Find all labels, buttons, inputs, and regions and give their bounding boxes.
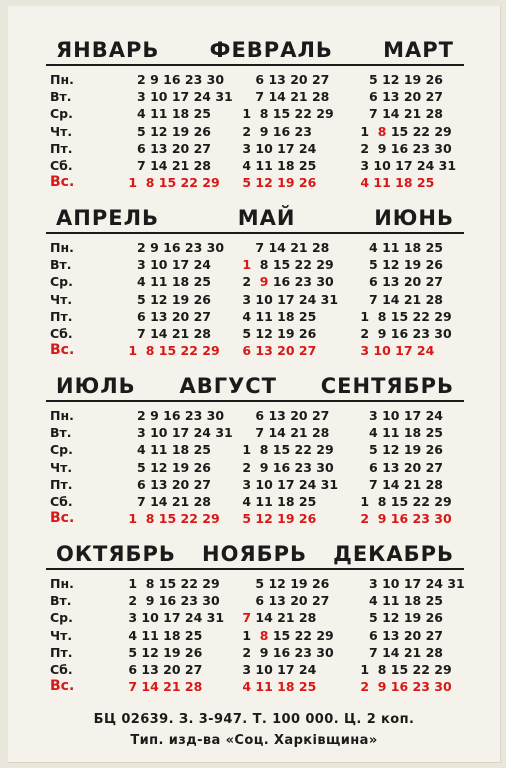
weekday-row: [46, 325, 464, 342]
month-day-numbers: 4 11 18 25: [356, 175, 435, 191]
quarter-months-header: [46, 372, 464, 402]
month-day-numbers: 4 11 18 25: [356, 593, 443, 609]
month-day-numbers: 2 9 16 23: [238, 123, 312, 139]
month-day-numbers: 3 10 17 24: [238, 661, 317, 677]
month-day-numbers: 5 12 19 26: [238, 175, 317, 191]
weekday-row: [46, 476, 464, 493]
month-day-numbers: 3 10 17 24 31: [124, 425, 233, 441]
month-day-numbers: 2 9 16 23 30: [356, 511, 452, 527]
weekday-label: Пт.: [50, 644, 73, 660]
weekday-row: [46, 239, 464, 256]
month-day-numbers: 2 9 16 23 30: [356, 679, 452, 695]
month-day-numbers: 4 11 18 25: [124, 106, 211, 122]
month-day-numbers: 6 13 20 27: [124, 140, 211, 156]
quarter-block: [46, 540, 464, 695]
weekday-row: [46, 407, 464, 424]
month-day-numbers: 4 11 18 25: [356, 425, 443, 441]
sunday-row: [46, 174, 464, 191]
month-day-numbers: 6 13 20 27: [124, 476, 211, 492]
month-title: НОЯБРЬ: [202, 542, 308, 566]
weekday-label: Пн.: [50, 240, 74, 255]
month-day-numbers: 1 8 15 22 29: [238, 627, 334, 643]
weekday-row: [46, 424, 464, 441]
weekday-row: [46, 441, 464, 458]
month-day-numbers: 3 10 17 24 31: [124, 89, 233, 105]
weekday-row: [46, 140, 464, 157]
weekday-row: [46, 644, 464, 661]
weekday-label: Вс.: [50, 174, 75, 191]
weekday-label: Сб.: [50, 157, 73, 173]
month-day-numbers: 2 9 16 23 30: [356, 140, 452, 156]
month-day-numbers: 6 13 20 27: [238, 343, 317, 359]
month-day-numbers: 1 8 15 22 29: [124, 343, 220, 359]
weekday-row: [46, 273, 464, 290]
month-day-numbers: 1 8 15 22 29: [356, 493, 452, 509]
month-day-numbers: 2 9 16 23 30: [124, 240, 225, 255]
weekday-label: Вт.: [50, 425, 72, 441]
month-title: МАРТ: [383, 38, 454, 62]
month-title: ЯНВАРЬ: [56, 38, 160, 62]
month-day-numbers: 3 10 17 24: [124, 257, 211, 273]
month-day-numbers: 1 8 15 22 29: [124, 511, 220, 527]
month-day-numbers: 4 11 18 25: [124, 627, 203, 643]
month-day-numbers: 6 13 20 27: [356, 89, 443, 105]
sunday-row: [46, 510, 464, 527]
month-day-numbers: 5 12 19 26: [124, 459, 211, 475]
weekday-label: Ср.: [50, 442, 73, 458]
month-day-numbers: 6 13 20 27: [356, 627, 443, 643]
month-title: ИЮНЬ: [374, 206, 454, 230]
quarter-block: [46, 204, 464, 359]
month-day-numbers: 6 13 20 27: [356, 459, 443, 475]
weekday-label: Вт.: [50, 257, 72, 273]
month-day-numbers: 3 10 17 24: [238, 140, 317, 156]
month-day-numbers: 5 12 19 26: [238, 576, 330, 591]
weekday-label: Сб.: [50, 661, 73, 677]
week-rows: [46, 71, 464, 191]
month-day-numbers: 4 11 18 25: [238, 493, 317, 509]
weekday-row: [46, 71, 464, 88]
month-day-numbers: 6 13 20 27: [238, 593, 330, 609]
month-day-numbers: 5 12 19 26: [356, 442, 443, 458]
print-info-line: БЦ 02639. З. 3-947. Т. 100 000. Ц. 2 коп.: [93, 712, 415, 727]
weekday-row: [46, 88, 464, 105]
month-day-numbers: 1 8 15 22 29: [356, 661, 452, 677]
month-day-numbers: 6 13 20 27: [356, 274, 443, 290]
month-title: АПРЕЛЬ: [56, 206, 160, 230]
weekday-label: Пн.: [50, 408, 74, 423]
weekday-row: [46, 575, 464, 592]
month-day-numbers: 2 9 16 23 30: [238, 644, 334, 660]
month-day-numbers: 4 11 18 25: [238, 157, 317, 173]
month-day-numbers: 2 9 16 23 30: [124, 593, 220, 609]
month-day-numbers: 5 12 19 26: [356, 72, 443, 87]
month-day-numbers: 5 12 19 26: [124, 123, 211, 139]
month-day-numbers: 2 9 16 23 30: [238, 274, 334, 290]
month-day-numbers: 3 10 17 24: [356, 343, 435, 359]
weekday-label: Чт.: [50, 123, 73, 139]
month-day-numbers: 7 14 21 28: [124, 157, 211, 173]
month-day-numbers: 3 10 17 24 31: [356, 157, 457, 173]
weekday-label: Вт.: [50, 89, 72, 105]
sunday-row: [46, 342, 464, 359]
quarter-months-header: [46, 204, 464, 234]
month-day-numbers: 4 11 18 25: [238, 679, 317, 695]
weekday-row: [46, 627, 464, 644]
month-day-numbers: 5 12 19 26: [238, 511, 317, 527]
weekday-row: [46, 459, 464, 476]
month-day-numbers: 3 10 17 24 31: [238, 291, 339, 307]
month-title: СЕНТЯБРЬ: [320, 374, 454, 398]
month-day-numbers: 6 13 20 27: [238, 72, 330, 87]
quarter-months-header: [46, 540, 464, 570]
month-day-numbers: 7 14 21 28: [124, 679, 203, 695]
week-rows: [46, 239, 464, 359]
month-day-numbers: 3 10 17 24 31: [356, 576, 465, 591]
month-day-numbers: 7 14 21 28: [356, 291, 443, 307]
weekday-label: Чт.: [50, 291, 73, 307]
weekday-row: [46, 493, 464, 510]
month-title: ДЕКАБРЬ: [333, 542, 454, 566]
month-day-numbers: 7 14 21 28: [238, 89, 330, 105]
month-day-numbers: 4 11 18 25: [356, 240, 443, 255]
weekday-label: Пн.: [50, 576, 74, 591]
month-title: ОКТЯБРЬ: [56, 542, 176, 566]
weekday-label: Пн.: [50, 72, 74, 87]
weekday-label: Пт.: [50, 308, 73, 324]
weekday-label: Вс.: [50, 678, 75, 695]
month-day-numbers: 7 14 21 28: [238, 240, 330, 255]
weekday-row: [46, 592, 464, 609]
month-day-numbers: 3 10 17 24 31: [124, 610, 225, 626]
calendar-card: [8, 6, 501, 763]
month-day-numbers: 5 12 19 26: [124, 644, 203, 660]
month-day-numbers: 6 13 20 27: [124, 308, 211, 324]
month-day-numbers: 7 14 21 28: [242, 610, 317, 626]
month-day-numbers: 1 8 15 22 29: [238, 442, 334, 458]
month-day-numbers: 7 14 21 28: [124, 325, 211, 341]
week-rows: [46, 407, 464, 527]
weekday-row: [46, 256, 464, 273]
month-day-numbers: 1 8 15 22 29: [124, 175, 220, 191]
month-title: ФЕВРАЛЬ: [209, 38, 333, 62]
month-day-numbers: 4 11 18 25: [124, 274, 211, 290]
month-title: МАЙ: [237, 206, 296, 230]
weekday-row: [46, 123, 464, 140]
month-day-numbers: 7 14 21 28: [238, 425, 330, 441]
weekday-label: Пт.: [50, 140, 73, 156]
weekday-label: Ср.: [50, 274, 73, 290]
publisher-line: Тип. изд-ва «Соц. Харківщина»: [130, 733, 378, 748]
month-day-numbers: 6 13 20 27: [124, 661, 203, 677]
month-day-numbers: 1 8 15 22 29: [124, 576, 220, 591]
weekday-row: [46, 609, 464, 626]
month-day-numbers: 7 14 21 28: [124, 493, 211, 509]
weekday-label: Чт.: [50, 459, 73, 475]
weekday-label: Пт.: [50, 476, 73, 492]
quarter-months-header: [46, 36, 464, 66]
month-title: ИЮЛЬ: [56, 374, 136, 398]
weekday-label: Вт.: [50, 593, 72, 609]
month-day-numbers: 2 9 16 23 30: [238, 459, 334, 475]
month-title: АВГУСТ: [179, 374, 278, 398]
quarter-block: [46, 36, 464, 191]
weekday-row: [46, 291, 464, 308]
month-day-numbers: 5 12 19 26: [124, 291, 211, 307]
month-day-numbers: 4 11 18 25: [124, 442, 211, 458]
month-day-numbers: 5 12 19 26: [356, 610, 443, 626]
weekday-row: [46, 157, 464, 174]
month-day-numbers: 3 10 17 24 31: [238, 476, 339, 492]
month-day-numbers: 2 9 16 23 30: [356, 325, 452, 341]
sunday-row: [46, 678, 464, 695]
month-day-numbers: 2 9 16 23 30: [124, 408, 225, 423]
month-day-numbers: 5 12 19 26: [238, 325, 317, 341]
weekday-label: Вс.: [50, 342, 75, 359]
weekday-label: Ср.: [50, 610, 73, 626]
month-day-numbers: 7 14 21 28: [356, 644, 443, 660]
weekday-row: [46, 661, 464, 678]
month-day-numbers: 5 12 19 26: [356, 257, 443, 273]
weekday-label: Вс.: [50, 510, 75, 527]
weekday-label: Ср.: [50, 106, 73, 122]
month-day-numbers: 7 14 21 28: [356, 476, 443, 492]
month-day-numbers: 1 8 15 22 29: [242, 257, 334, 273]
week-rows: [46, 575, 464, 695]
weekday-row: [46, 105, 464, 122]
month-day-numbers: 4 11 18 25: [238, 308, 317, 324]
month-day-numbers: 1 8 15 22 29: [356, 123, 452, 139]
quarter-block: [46, 372, 464, 527]
weekday-label: Сб.: [50, 325, 73, 341]
month-day-numbers: 6 13 20 27: [238, 408, 330, 423]
month-day-numbers: 1 8 15 22 29: [356, 308, 452, 324]
month-day-numbers: 1 8 15 22 29: [238, 106, 334, 122]
month-day-numbers: 7 14 21 28: [356, 106, 443, 122]
month-day-numbers: 2 9 16 23 30: [124, 72, 225, 87]
weekday-label: Сб.: [50, 493, 73, 509]
weekday-row: [46, 308, 464, 325]
month-day-numbers: 3 10 17 24: [356, 408, 443, 423]
weekday-label: Чт.: [50, 627, 73, 643]
